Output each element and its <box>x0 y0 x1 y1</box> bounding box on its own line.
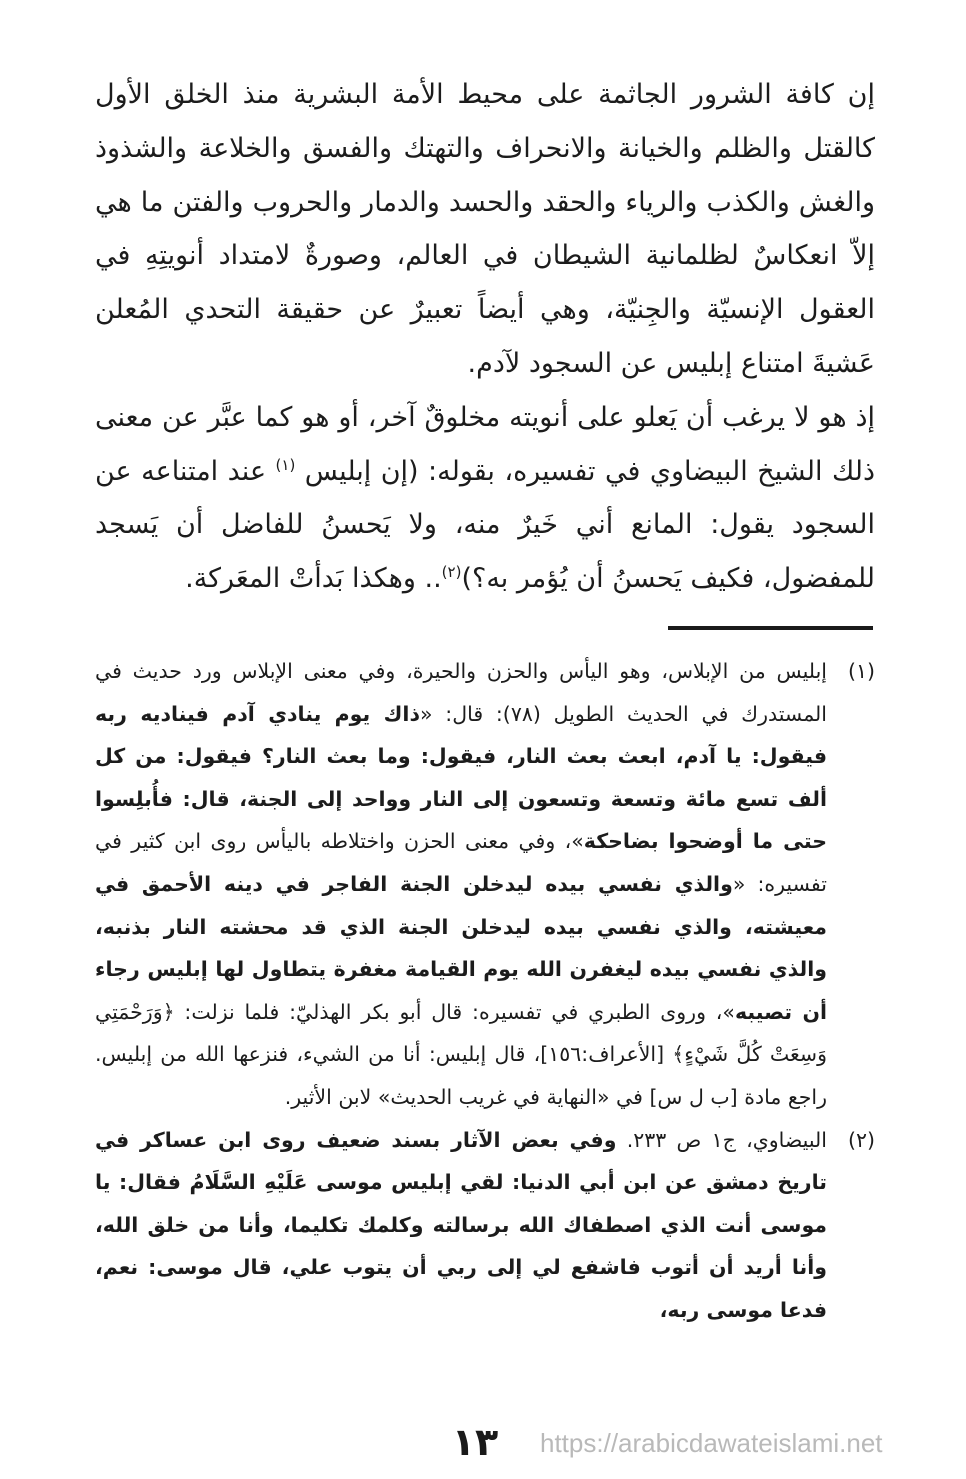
paragraph-2 <box>95 391 875 606</box>
watermark-url: https://arabicdawateislami.net <box>540 1428 883 1458</box>
footnotes <box>95 650 875 1332</box>
paragraph-2-part-c: .. وهكذا بَدأتْ المعَركة. <box>185 563 442 595</box>
footnote-body <box>95 650 827 1119</box>
hadith-text: ذاك يوم ينادي آدم فيناديه ربه فيقول: يا آدم، ابعث بعث النار، فيقول: وما بعث النار؟ فيقول: من كل ألف تسع مائة وتسعة وتسعون إلى النار وواحد إلى الجنة، قال: فأُبلِسوا حتى ما أوضحوا بضاحكة <box>95 701 827 854</box>
footnote-number: (١) <box>847 659 875 683</box>
footnote-text: إبليس من الإبلاس، وهو اليأس والحزن والحيرة، وفي معنى الإبلاس ورد حديث في المستدرك في الحديث الطويل (٧٨): قال: « <box>95 659 827 726</box>
page-number: ١٣ <box>451 1420 499 1464</box>
paragraph-2-part-b: عند امتناعه عن السجود يقول: المانع أني خَيرٌ منه، ولا يَحسنُ للفاضل أن يَسجد للمفضول، فكيف يَحسنُ أن يُؤمر به؟) <box>95 455 875 595</box>
footnote-number: (٢) <box>847 1127 875 1152</box>
footnote-text: البيضاوي، ج١ ص ٢٣٣. <box>616 1127 827 1152</box>
footnote-text: »، وروى الطبري في تفسيره: قال أبو بكر الهذليّ: فلما نزلت: ﴿وَرَحْمَتِي وَسِعَتْ كُلَّ شَيْءٍ﴾ [الأعراف:١٥٦]، قال إبليس: أنا من الشيء، فنزعها الله من إبليس. راجع مادة [ب ل س] في «النهاية في غريب الحديث» لابن الأثير. <box>95 999 828 1109</box>
hadith-text: وفي بعض الآثار بسند ضعيف روى ابن عساكر في تاريخ دمشق عن ابن أبي الدنيا: لقي إبليس موسى عَلَيْهِ السَّلَامُ فقال: يا موسى أنت الذي اصطفاك الله برسالته وكلمك تكليما، وأنا من خلق الله، وأنا أريد أن أتوب فاشفع لي إلى ربي أن يتوب علي، قال موسى: نعم، فدعا موسى ربه، <box>95 1127 827 1322</box>
footnote-separator <box>668 626 873 630</box>
footnote-2 <box>95 1119 875 1332</box>
footnote-text: »، وفي معنى الحزن واختلاطه باليأس روى ابن كثير في تفسيره: « <box>95 829 827 896</box>
hadith-text: والذي نفسي بيده ليدخلن الجنة الفاجر في دينه الأحمق في معيشته، والذي نفسي بيده ليدخلن الجنة الذي قد محشته النار بذنبه، والذي نفسي بيده ليغفرن الله يوم القيامة مغفرة يتطاول لها إبليس رجاء أن تصيبه <box>95 871 827 1024</box>
footnote-ref-2[interactable]: (٢) <box>441 563 462 582</box>
main-text <box>95 68 875 606</box>
footnote-1 <box>95 650 875 1119</box>
footnote-body <box>95 1119 827 1332</box>
paragraph-2-part-a: إذ هو لا يرغب أن يَعلو على أنويته مخلوقٌ آخر، أو هو كما عبَّر عن معنى ذلك الشيخ البيضاوي في تفسيره، بقوله: (إن إبليس <box>95 401 875 487</box>
paragraph-1: إن كافة الشرور الجاثمة على محيط الأمة البشرية منذ الخلق الأول كالقتل والظلم والخيانة والانحراف والتهتك والفسق والخلاعة والشذوذ والغش والكذب والرياء والحقد والحسد والدمار والحروب والفتن ما هي إلاّ انعكاسٌ لظلمانية الشيطان في العالم، وصورةٌ لامتداد أنويتِهِ في العقول الإنسيّة والجِنيّة، وهي أيضاً تعبيرٌ عن حقيقة التحدي المُعلن عَشيةَ امتناع إبليس عن السجود لآدم. <box>95 79 875 379</box>
footnote-ref-1[interactable]: (١) <box>275 455 296 474</box>
